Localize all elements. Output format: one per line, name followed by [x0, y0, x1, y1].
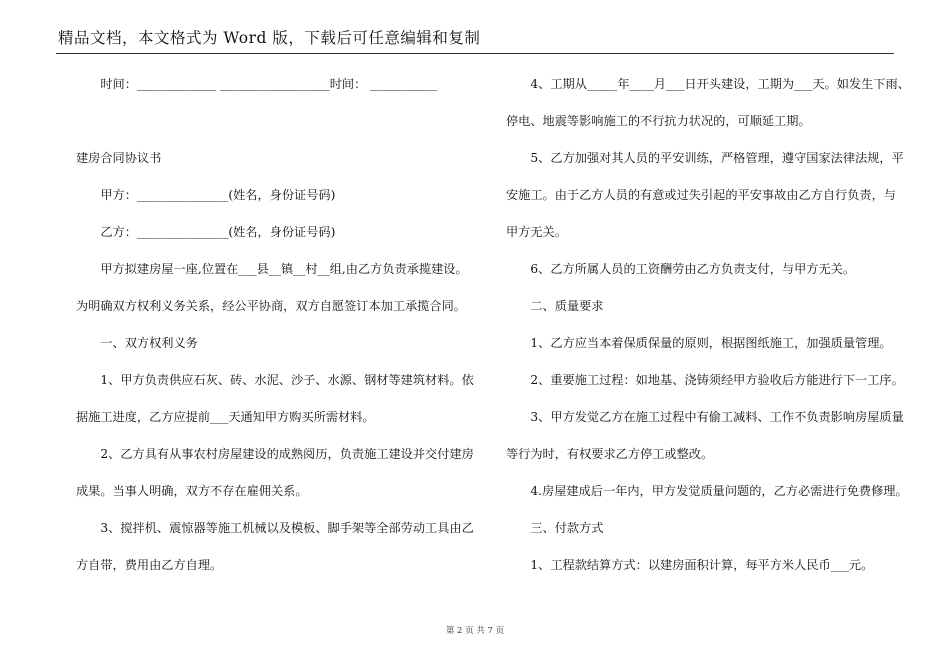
paragraph-line: 甲方拟建房屋一座,位置在___县__镇__村__组,由乙方负责承揽建设。 — [76, 262, 468, 276]
header-divider — [56, 53, 894, 54]
paragraph-line: 2、乙方具有从事农村房屋建设的成熟阅历，负责施工建设并交付建房 — [76, 447, 474, 461]
paragraph-line: 3、甲方发觉乙方在施工过程中有偷工减料、工作不负责影响房屋质量 — [506, 410, 904, 424]
paragraph-line: 等行为时，有权要求乙方停工或整改。 — [506, 447, 714, 461]
paragraph-line: 5、乙方加强对其人员的平安训练，严格管理，遵守国家法律法规，平 — [506, 151, 904, 165]
paragraph-line: 方自带，费用由乙方自理。 — [76, 558, 223, 572]
paragraph-line: 2、重要施工过程：如地基、浇铸须经甲方验收后方能进行下一工序。 — [506, 373, 904, 387]
paragraph-line: 为明确双方权利义务关系，经公平协商，双方自愿签订本加工承揽合同。 — [76, 299, 466, 313]
paragraph-line: 3、搅拌机、震惊器等施工机械以及模板、脚手架等全部劳动工具由乙 — [76, 521, 474, 535]
paragraph-line: 4、工期从_____年____月___日开头建设，工期为___天。如发生下雨、 — [506, 77, 910, 91]
time-signature-line: 时间：_____________ __________________时间： ___________ — [76, 77, 438, 91]
party-a-line: 甲方：_______________(姓名，身份证号码) — [76, 188, 336, 202]
section-heading: 一、双方权利义务 — [76, 336, 198, 350]
section-heading: 三、付款方式 — [506, 521, 604, 535]
document-header: 精品文档，本文格式为 Word 版，下载后可任意编辑和复制 — [58, 29, 481, 47]
paragraph-line: 安施工。由于乙方人员的有意或过失引起的平安事故由乙方自行负责，与 — [506, 188, 896, 202]
paragraph-line: 1、工程款结算方式：以建房面积计算，每平方米人民币___元。 — [506, 558, 874, 572]
paragraph-line: 停电、地震等影响施工的不行抗力状况的，可顺延工期。 — [506, 114, 811, 128]
paragraph-line: 甲方无关。 — [506, 225, 567, 239]
paragraph-line: 据施工进度，乙方应提前___天通知甲方购买所需材料。 — [76, 410, 375, 424]
paragraph-line: 1、乙方应当本着保质保量的原则，根据图纸施工，加强质量管理。 — [506, 336, 892, 350]
party-b-line: 乙方：_______________(姓名，身份证号码) — [76, 225, 336, 239]
section-heading: 二、质量要求 — [506, 299, 604, 313]
paragraph-line: 4.房屋建成后一年内，甲方发觉质量问题的，乙方必需进行免费修理。 — [506, 484, 908, 498]
page-number: 第 2 页 共 7 页 — [445, 626, 505, 636]
paragraph-line: 成果。当事人明确，双方不存在雇佣关系。 — [76, 484, 308, 498]
contract-title: 建房合同协议书 — [76, 151, 162, 165]
paragraph-line: 6、乙方所属人员的工资酬劳由乙方负责支付，与甲方无关。 — [506, 262, 856, 276]
paragraph-line: 1、甲方负责供应石灰、砖、水泥、沙子、水源、钢材等建筑材料。依 — [76, 373, 474, 387]
